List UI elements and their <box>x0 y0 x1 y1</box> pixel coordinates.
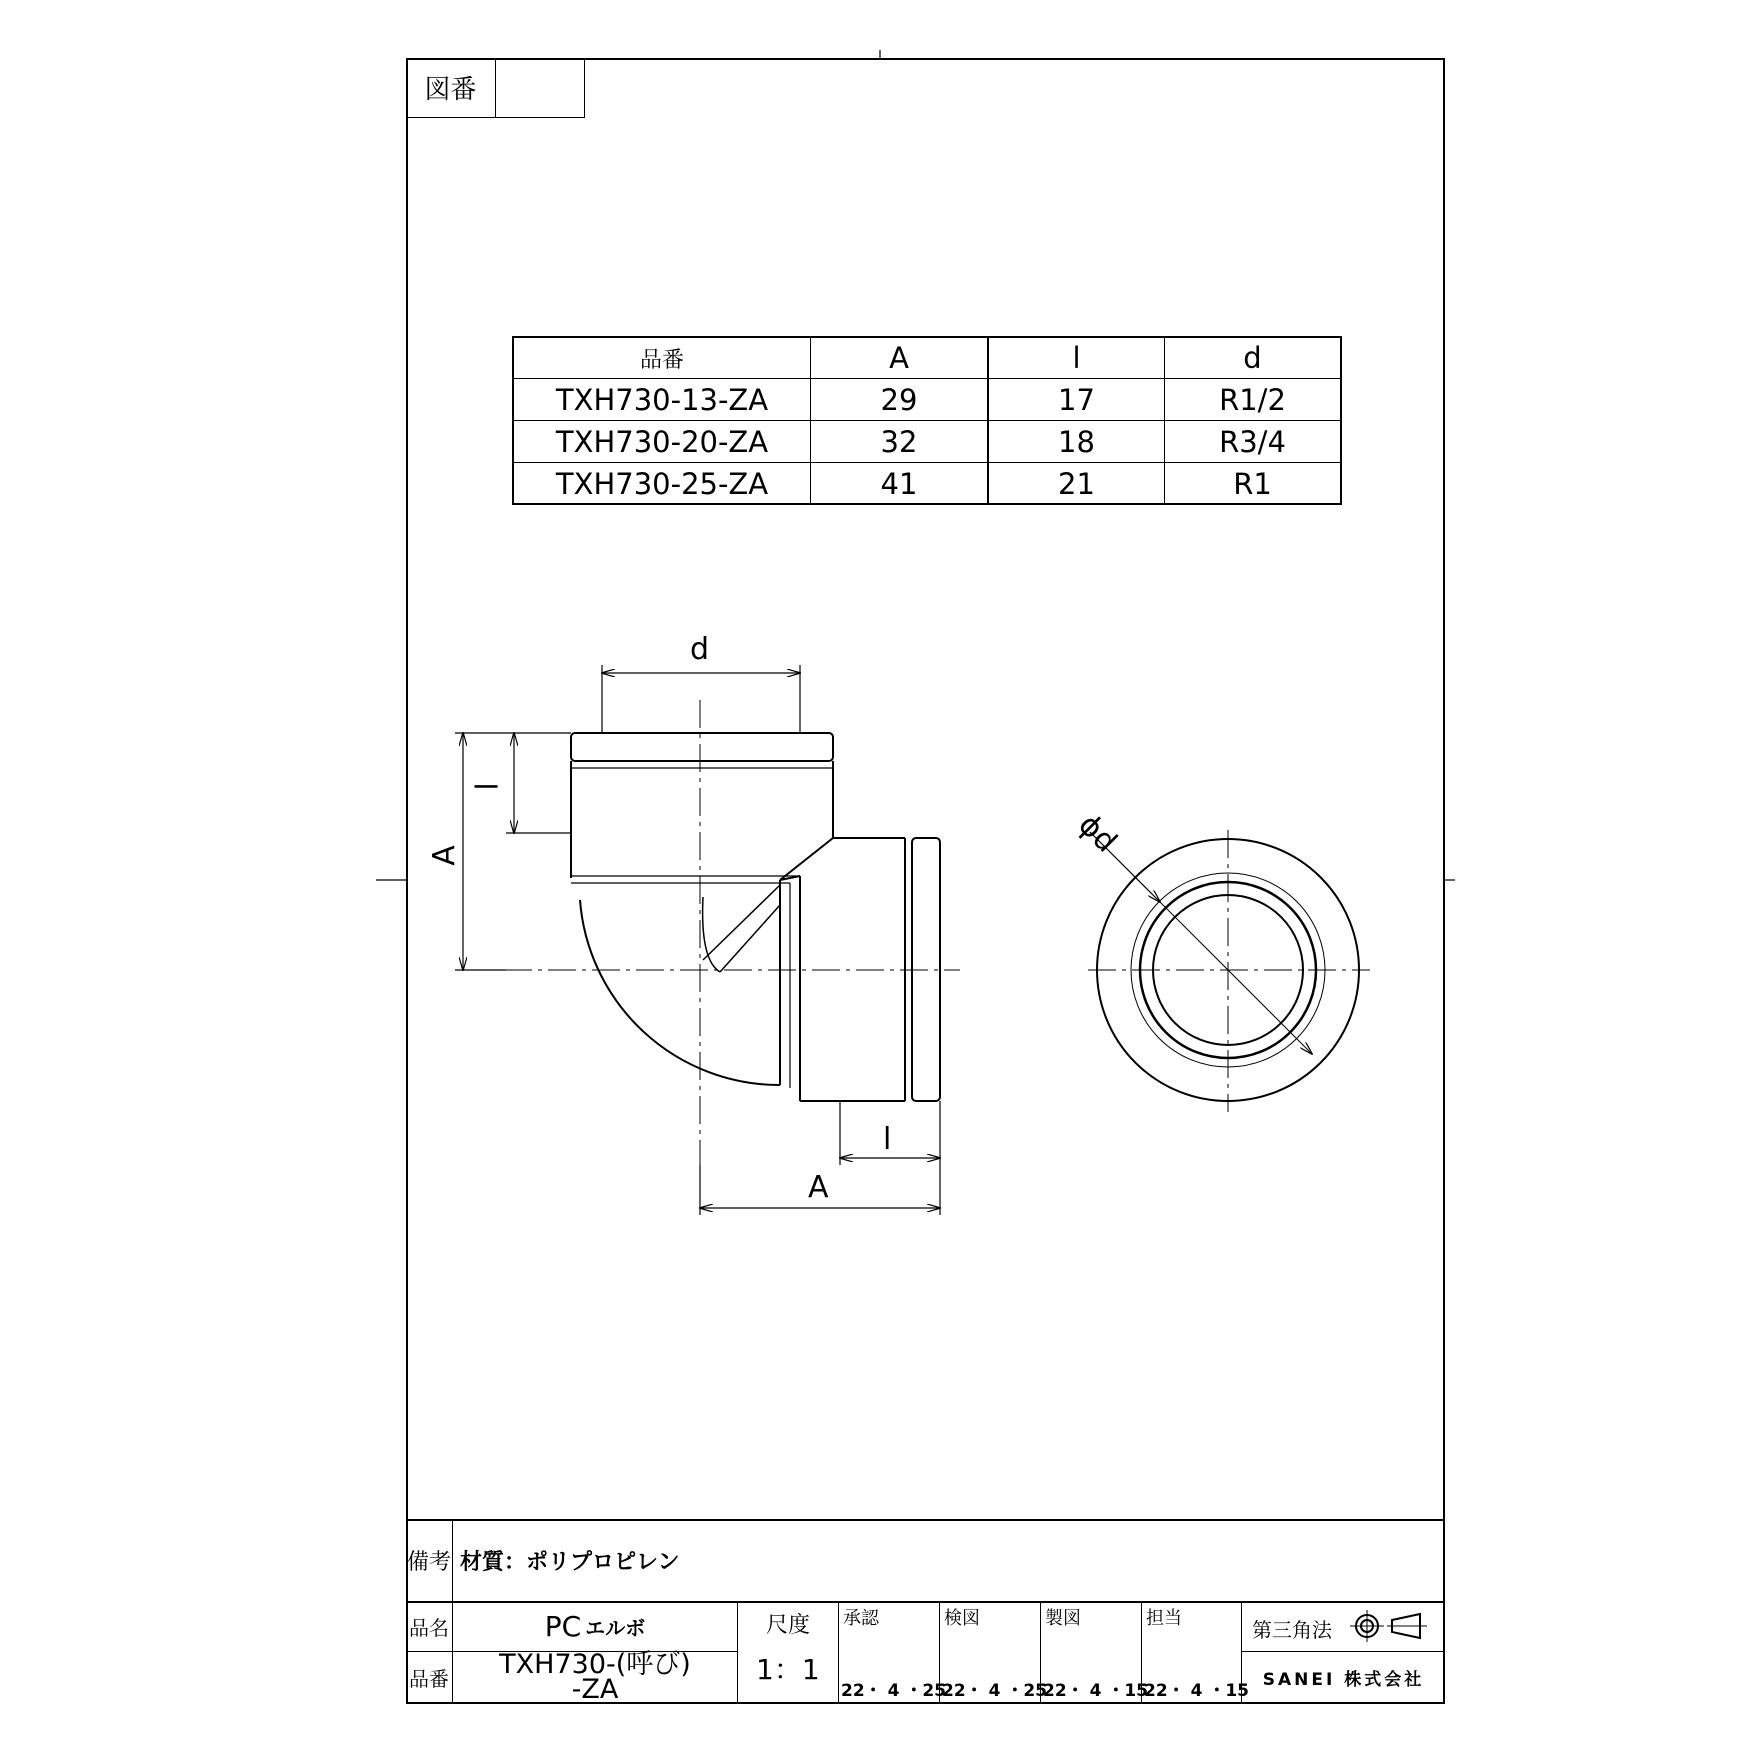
dim-label-l-side: l <box>470 782 506 791</box>
approval-label: 承認 <box>843 1608 879 1629</box>
dimensions-front <box>455 665 940 1215</box>
number-label-cell <box>406 1652 453 1702</box>
approval-date: 22・ 4 ・25 <box>841 1681 946 1701</box>
cell-A: 29 <box>810 379 987 420</box>
center-ticks <box>376 50 1455 880</box>
approval-cell <box>839 1602 946 1702</box>
projection-cell <box>1242 1602 1445 1652</box>
number-value-line1: TXH730-(呼び) <box>499 1649 691 1680</box>
cell-part-number: TXH730-13-ZA <box>555 382 769 417</box>
scale-value: 1：1 <box>756 1653 820 1686</box>
cell-d: R1 <box>1164 463 1340 504</box>
dim-label-A-side: A <box>426 845 462 866</box>
header-l: l <box>987 338 1164 378</box>
dim-label-l-bottom: l <box>883 1122 892 1157</box>
charge-label: 担当 <box>1146 1608 1182 1629</box>
draft-date: 22・ 4 ・15 <box>1043 1681 1148 1701</box>
company-cell <box>1242 1652 1445 1702</box>
cell-part-number: TXH730-25-ZA <box>555 466 769 501</box>
check-date: 22・ 4 ・25 <box>942 1681 1047 1701</box>
cell-A: 32 <box>810 421 987 462</box>
cell-d: R3/4 <box>1164 421 1340 462</box>
draft-label: 製図 <box>1045 1608 1081 1629</box>
charge-date: 22・ 4 ・15 <box>1144 1681 1249 1701</box>
remarks-value: 材質：ポリプロピレン <box>460 1550 680 1575</box>
projection-label: 第三角法 <box>1252 1618 1332 1642</box>
elbow-front-view <box>571 733 940 1101</box>
scale-label: 尺度 <box>766 1613 811 1638</box>
dim-label-d-top: d <box>690 632 710 667</box>
draft-cell <box>1041 1602 1148 1702</box>
name-label-cell <box>406 1602 453 1652</box>
cell-d: R1/2 <box>1164 379 1340 420</box>
number-label: 品番 <box>409 1666 449 1691</box>
third-angle-projection-icon <box>1242 1602 1445 1652</box>
name-value-cell <box>453 1602 738 1652</box>
dim-label-A-bottom: A <box>808 1170 829 1205</box>
name-label: 品名 <box>409 1616 449 1640</box>
scale-cell <box>738 1602 839 1702</box>
dim-label-phi-d: ϕd <box>1071 807 1124 860</box>
cell-part-number: TXH730-20-ZA <box>555 424 769 459</box>
header-part-number: 品番 <box>639 347 684 373</box>
remarks-label: 備考 <box>406 1550 451 1575</box>
charge-cell <box>1142 1602 1249 1702</box>
header-A: A <box>810 338 987 378</box>
dimension-phi-d <box>1090 832 1312 1054</box>
cell-A: 41 <box>810 463 987 504</box>
cell-l: 18 <box>987 421 1164 462</box>
number-value-line2: -ZA <box>571 1674 619 1705</box>
company-name: SANEI 株式会社 <box>1262 1669 1425 1690</box>
drawing-number-label: 図番 <box>424 75 477 105</box>
header-d: d <box>1164 338 1340 378</box>
name-value-main: PC <box>544 1610 582 1643</box>
cell-l: 21 <box>987 463 1164 504</box>
remarks-label-cell <box>406 1520 453 1601</box>
number-value-cell <box>453 1649 738 1705</box>
cell-l: 17 <box>987 379 1164 420</box>
check-cell <box>940 1602 1047 1702</box>
name-value-sub: エルボ <box>585 1616 646 1640</box>
check-label: 検図 <box>944 1608 980 1629</box>
